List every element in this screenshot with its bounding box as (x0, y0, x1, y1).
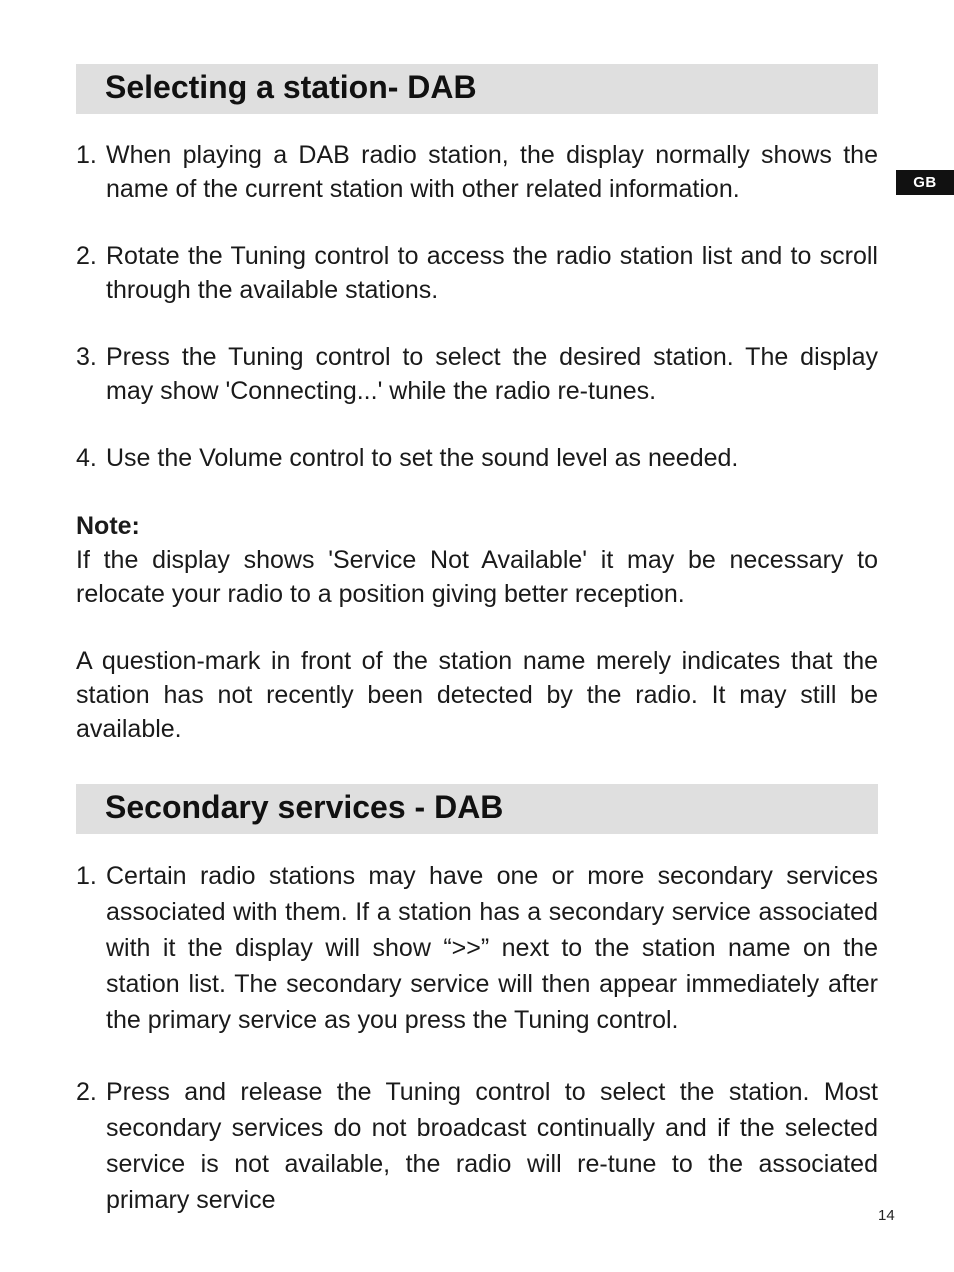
question-mark-paragraph: A question-mark in front of the station name merely indicates that the station has not recently been detected by the radio. It may still be available. (76, 647, 878, 743)
selecting-station-steps (76, 138, 878, 475)
step-number: 2. (76, 242, 97, 270)
note-block (76, 509, 878, 611)
note-title: Note: (76, 512, 140, 540)
step-text: Use the Volume control to set the sound level as needed. (106, 444, 739, 472)
manual-page (76, 64, 878, 1218)
page-number: 14 (878, 1207, 895, 1224)
list-item (76, 441, 878, 475)
note-text: If the display shows 'Service Not Available' it may be necessary to relocate your radio to a position giving better reception. (76, 546, 878, 608)
secondary-services-steps (76, 858, 878, 1218)
step-number: 1. (76, 141, 97, 169)
step-text: Certain radio stations may have one or more secondary services associated with them. If a station has a secondary service associated with it the display will show “>>” next to the station name on the station list. The secondary service will then appear immediately after the primary service as you press the Tuning control. (106, 862, 878, 1034)
step-text: Rotate the Tuning control to access the radio station list and to scroll through the available stations. (106, 242, 878, 304)
list-item (76, 239, 878, 307)
step-number: 4. (76, 444, 97, 472)
section-heading-selecting-station: Selecting a station- DAB (76, 64, 878, 114)
step-number: 3. (76, 343, 97, 371)
list-item (76, 340, 878, 408)
secondary-services-section (76, 784, 878, 1218)
section-heading-secondary-services: Secondary services - DAB (76, 784, 878, 834)
list-item (76, 1074, 878, 1218)
list-item (76, 858, 878, 1038)
list-item (76, 138, 878, 206)
step-text: Press the Tuning control to select the desired station. The display may show 'Connecting...' while the radio re-tunes. (106, 343, 878, 405)
language-tab: GB (896, 170, 954, 195)
step-text: When playing a DAB radio station, the display normally shows the name of the current station with other related information. (106, 141, 878, 203)
step-number: 1. (76, 862, 97, 890)
step-text: Press and release the Tuning control to select the station. Most secondary services do not broadcast continually and if the selected service is not available, the radio will re-tune to the associated primary service (106, 1078, 878, 1214)
step-number: 2. (76, 1078, 97, 1106)
